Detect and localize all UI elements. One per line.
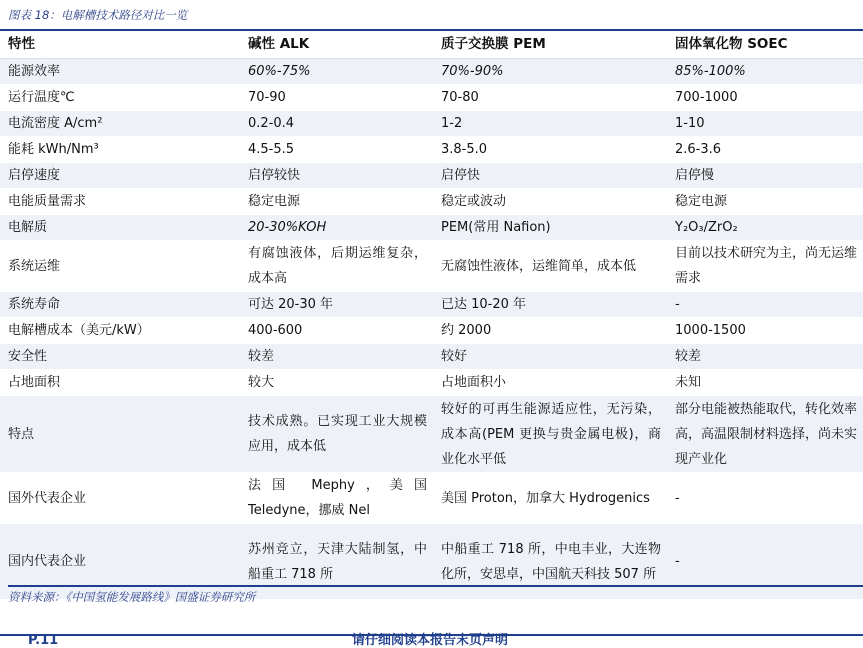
table-row xyxy=(0,163,863,189)
header-pem: 质子交换膜 PEM xyxy=(441,36,546,52)
row-label: 启停速度 xyxy=(8,168,61,183)
row-label: 国内代表企业 xyxy=(8,554,87,569)
soec-value: 85%-100% xyxy=(675,64,746,79)
table-row xyxy=(0,85,863,111)
pem-value: 占地面积小 xyxy=(441,375,507,390)
soec-value: 启停慢 xyxy=(675,168,715,183)
comparison-table xyxy=(0,29,863,600)
soec-value: 目前以技术研究为主，尚无运维需求 xyxy=(675,246,858,286)
source-note: 资料来源：《中国氢能发展路线》国盛证券研究所 xyxy=(8,585,863,605)
pem-value: 3.8-5.0 xyxy=(441,142,488,157)
pem-value: PEM(常用 Nafion) xyxy=(441,220,551,235)
table-caption: 图表 18：电解槽技术路径对比一览 xyxy=(8,8,188,22)
table-row xyxy=(0,344,863,370)
pem-value: 稳定或波动 xyxy=(441,194,507,209)
pem-value: 中船重工 718 所，中电丰业，大连物化所，安思卓，中国航天科技 507 所 xyxy=(441,541,661,582)
pem-value: 无腐蚀性液体，运维简单，成本低 xyxy=(441,258,637,274)
soec-value: 1000-1500 xyxy=(675,323,746,338)
table-row xyxy=(0,241,863,292)
row-label: 系统运维 xyxy=(8,258,61,274)
soec-value: - xyxy=(675,297,680,312)
page-number: P.11 xyxy=(28,633,59,648)
table-row xyxy=(0,189,863,215)
alk-value: 可达 20-30 年 xyxy=(248,297,334,312)
header-feature: 特性 xyxy=(8,36,35,52)
pem-value: 约 2000 xyxy=(441,323,492,338)
pem-value: 启停快 xyxy=(441,168,481,183)
pem-value: 较好 xyxy=(441,349,468,364)
soec-value: Y₂O₃/ZrO₂ xyxy=(675,220,738,235)
alk-value: 较差 xyxy=(248,349,275,364)
table-row xyxy=(0,473,863,524)
alk-value: 技术成熟。已实现工业大规模应用，成本低 xyxy=(248,414,427,454)
table-row xyxy=(0,215,863,241)
pem-value: 美国 Proton，加拿大 Hydrogenics xyxy=(441,490,650,506)
table-row xyxy=(0,111,863,137)
row-label: 安全性 xyxy=(8,349,48,364)
row-label: 能耗 kWh/Nm³ xyxy=(8,142,99,157)
alk-value: 苏州竞立，天津大陆制氢，中船重工 718 所 xyxy=(248,541,427,582)
alk-value: 启停较快 xyxy=(248,168,301,183)
table-row xyxy=(0,59,863,85)
row-label: 特点 xyxy=(8,426,35,442)
row-label: 能源效率 xyxy=(8,64,61,79)
table-row xyxy=(0,318,863,344)
header-alk: 碱性 ALK xyxy=(248,36,310,52)
disclaimer-note: 请仔细阅读本报告末页声明 xyxy=(352,633,509,648)
alk-value: 20-30%KOH xyxy=(248,220,327,235)
alk-value: 有腐蚀液体，后期运维复杂，成本高 xyxy=(248,246,427,286)
soec-value: 未知 xyxy=(675,375,702,390)
pem-value: 已达 10-20 年 xyxy=(441,297,527,312)
soec-value: 较差 xyxy=(675,349,702,364)
alk-value: 400-600 xyxy=(248,323,303,338)
alk-value: 60%-75% xyxy=(248,64,311,79)
table-row xyxy=(0,137,863,163)
row-label: 系统寿命 xyxy=(8,297,61,312)
soec-value: 部分电能被热能取代，转化效率高，高温限制材料选择，尚未实现产业化 xyxy=(675,401,858,467)
table-row xyxy=(0,396,863,473)
alk-value: 0.2-0.4 xyxy=(248,116,295,131)
soec-value: 稳定电源 xyxy=(675,194,728,209)
row-label: 电流密度 A/cm² xyxy=(8,116,103,131)
alk-value: 法国 Mephy，美国 Teledyne，挪威 Nel xyxy=(248,478,427,518)
row-label: 电能质量需求 xyxy=(8,194,87,209)
alk-value: 4.5-5.5 xyxy=(248,142,295,157)
row-label: 占地面积 xyxy=(8,375,61,390)
alk-value: 较大 xyxy=(248,375,275,390)
header-soec: 固体氧化物 SOEC xyxy=(675,36,788,52)
soec-value: - xyxy=(675,554,680,569)
soec-value: 2.6-3.6 xyxy=(675,142,722,157)
soec-value: - xyxy=(675,490,680,506)
pem-value: 70%-90% xyxy=(441,64,504,79)
table-row xyxy=(0,370,863,396)
row-label: 运行温度℃ xyxy=(8,90,75,105)
table-row xyxy=(0,292,863,318)
row-label: 电解槽成本（美元/kW） xyxy=(8,323,150,338)
row-label: 电解质 xyxy=(8,220,48,235)
alk-value: 稳定电源 xyxy=(248,194,301,209)
table-header-row xyxy=(0,31,863,59)
alk-value: 70-90 xyxy=(248,90,286,105)
row-label: 国外代表企业 xyxy=(8,490,87,506)
soec-value: 1-10 xyxy=(675,116,705,131)
pem-value: 70-80 xyxy=(441,90,479,105)
soec-value: 700-1000 xyxy=(675,90,738,105)
pem-value: 1-2 xyxy=(441,116,463,131)
pem-value: 较好的可再生能源适应性，无污染，成本高(PEM 更换与贵金属电极)，商业化水平低 xyxy=(441,401,661,467)
